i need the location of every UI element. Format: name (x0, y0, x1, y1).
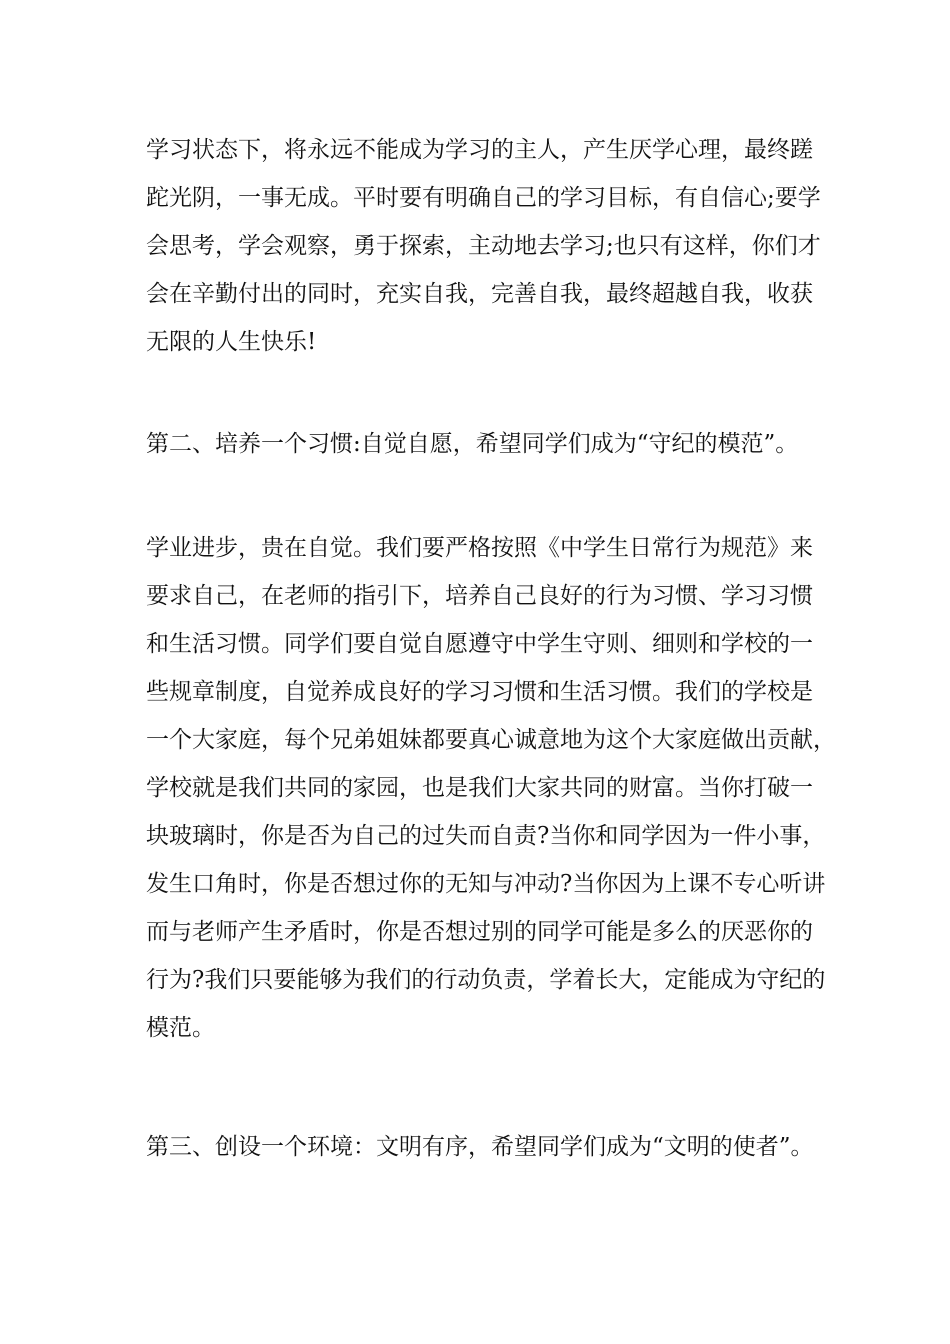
paragraph-line: 模范。 (146, 1015, 215, 1041)
paragraph-line: 些规章制度，自觉养成良好的学习习惯和生活习惯。我们的学校是 (146, 679, 813, 705)
paragraph-line: 学习状态下，将永远不能成为学习的主人，产生厌学心理，最终蹉 (146, 137, 813, 163)
paragraph-study-attitude (146, 126, 826, 366)
paragraph-line: 会在辛勤付出的同时，充实自我，完善自我，最终超越自我，收获 (146, 281, 813, 307)
paragraph-line: 和生活习惯。同学们要自觉自愿遵守中学生守则、细则和学校的一 (146, 631, 813, 657)
section-heading-text: 第二、培养一个习惯:自觉自愿，希望同学们成为“守纪的模范”。 (146, 431, 799, 457)
paragraph-line: 而与老师产生矛盾时，你是否想过别的同学可能是多么的厌恶你的 (146, 919, 813, 945)
paragraph-self-discipline (146, 524, 836, 1052)
paragraph-line: 无限的人生快乐! (146, 329, 317, 355)
section-heading-habit (146, 420, 826, 468)
paragraph-line: 跎光阴，一事无成。平时要有明确自己的学习目标，有自信心;要学 (146, 185, 821, 211)
section-heading-text: 第三、创设一个环境：文明有序，希望同学们成为“文明的使者”。 (146, 1134, 814, 1160)
paragraph-line: 要求自己，在老师的指引下，培养自己良好的行为习惯、学习习惯 (146, 583, 813, 609)
paragraph-line: 学业进步，贵在自觉。我们要严格按照《中学生日常行为规范》来 (146, 535, 813, 561)
paragraph-line: 一个大家庭，每个兄弟姐妹都要真心诚意地为这个大家庭做出贡献， (146, 727, 836, 753)
section-heading-environment (146, 1123, 826, 1171)
paragraph-line: 行为?我们只要能够为我们的行动负责，学着长大，定能成为守纪的 (146, 967, 826, 993)
paragraph-line: 发生口角时，你是否想过你的无知与冲动?当你因为上课不专心听讲 (146, 871, 826, 897)
paragraph-line: 块玻璃时，你是否为自己的过失而自责?当你和同学因为一件小事， (146, 823, 826, 849)
paragraph-line: 会思考，学会观察，勇于探索，主动地去学习;也只有这样，你们才 (146, 233, 821, 259)
paragraph-line: 学校就是我们共同的家园，也是我们大家共同的财富。当你打破一 (146, 775, 813, 801)
